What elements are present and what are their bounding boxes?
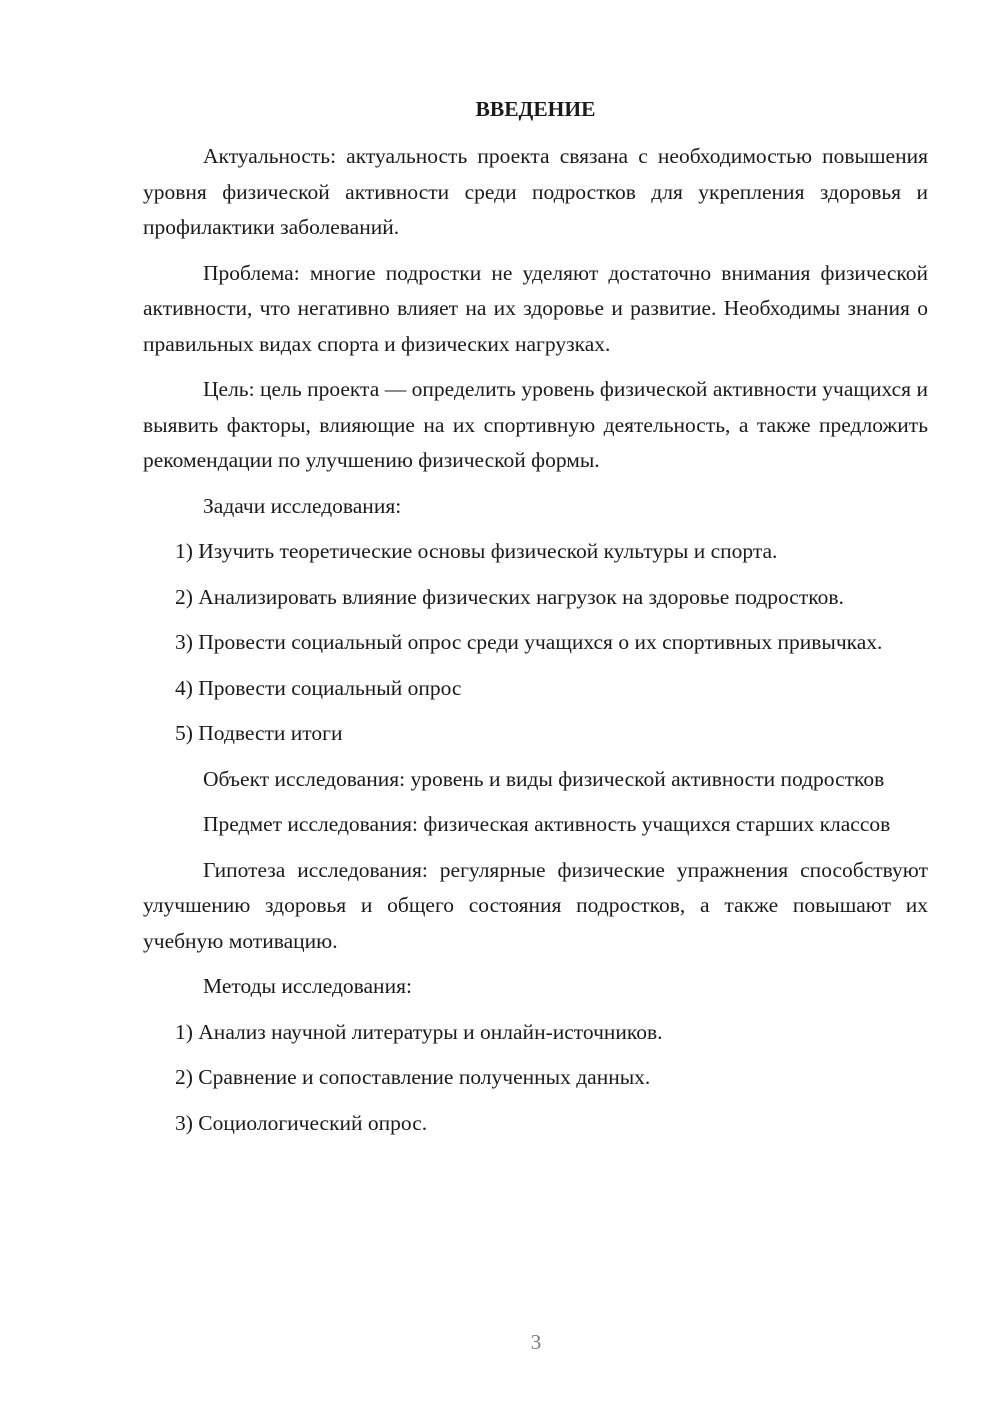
- paragraph-relevance: Актуальность: актуальность проекта связана с необходимостью повышения уровня физической активности среди подростков для укрепления здоровья и профилактики заболеваний.: [143, 144, 928, 239]
- page-number: 3: [530, 1330, 542, 1354]
- list-item: 3) Провести социальный опрос среди учащихся о их спортивных привычках.: [175, 630, 883, 654]
- list-item: 4) Провести социальный опрос: [175, 675, 462, 700]
- list-item: 2) Сравнение и сопоставление полученных данных.: [175, 1065, 651, 1089]
- page-title: ВВЕДЕНИЕ: [475, 97, 596, 121]
- paragraph-tasks-heading: Задачи исследования:: [203, 493, 402, 518]
- paragraph-problem: Проблема: многие подростки не уделяют достаточно внимания физической активности, что негативно влияет на их здоровье и развитие. Необходимы знания о правильных видах спорта и физических нагрузках.: [143, 260, 928, 356]
- list-item: 1) Изучить теоретические основы физической культуры и спорта.: [175, 539, 778, 563]
- paragraph-object: Объект исследования: уровень и виды физической активности подростков: [203, 766, 885, 791]
- list-item: 3) Социологический опрос.: [175, 1110, 428, 1135]
- paragraph-hypothesis: Гипотеза исследования: регулярные физические упражнения способствуют улучшению здоровья и общего состояния подростков, а также повышают их учебную мотивацию.: [143, 857, 928, 953]
- paragraph-subject: Предмет исследования: физическая активность учащихся старших классов: [203, 812, 891, 836]
- paragraph-goal: Цель: цель проекта — определить уровень физической активности учащихся и выявить факторы, влияющие на их спортивную деятельность, а также предложить рекомендации по улучшению физической формы.: [143, 377, 928, 472]
- page-content: [143, 92, 928, 1151]
- list-item: 5) Подвести итоги: [175, 721, 343, 745]
- list-item: 2) Анализировать влияние физических нагрузок на здоровье подростков.: [175, 584, 844, 609]
- list-item: 1) Анализ научной литературы и онлайн-источников.: [175, 1019, 663, 1044]
- paragraph-methods-heading: Методы исследования:: [203, 974, 412, 998]
